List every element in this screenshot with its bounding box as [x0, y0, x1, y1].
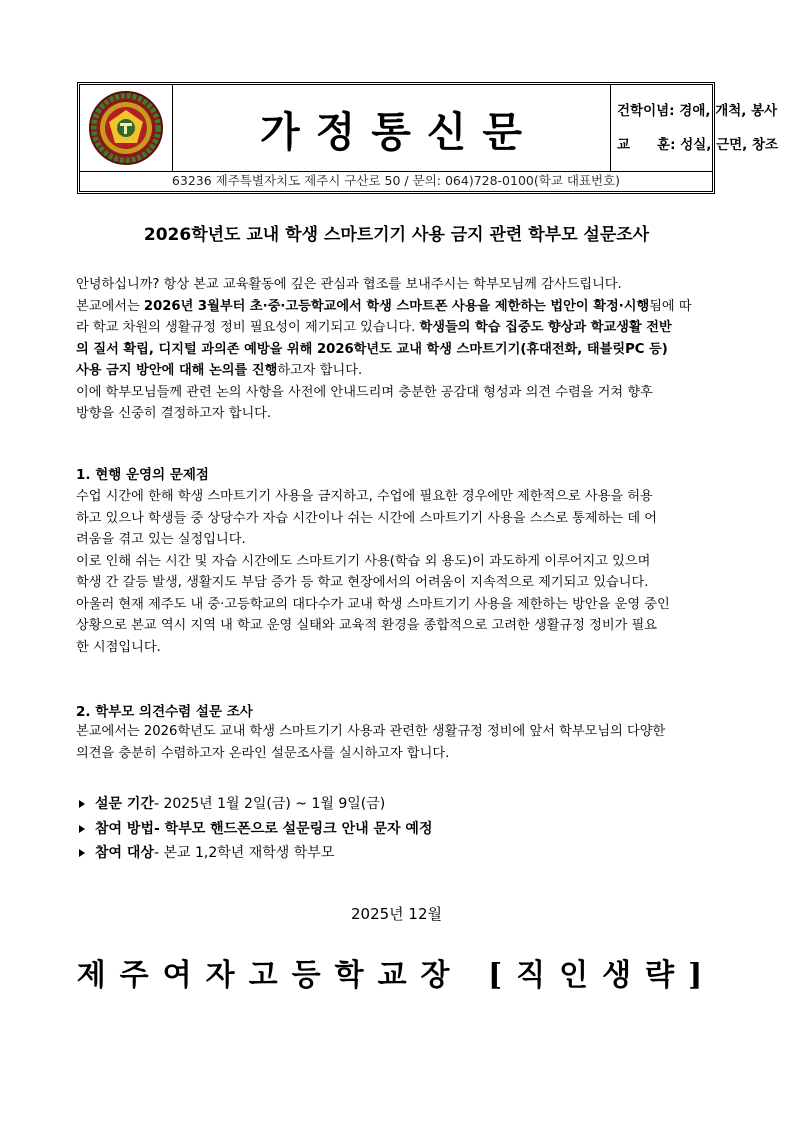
- section2-body: [76, 721, 718, 764]
- section1-line: 려움을 겪고 있는 실정입니다.: [76, 532, 246, 547]
- participation-method-value: - 학부모 핸드폰으로 설문링크 안내 문자 예정: [153, 820, 433, 837]
- section1-line: 이로 인해 쉬는 시간 및 자습 시간에도 스마트기기 사용(학습 외 용도)이 과도하게 이루어지고 있으며: [76, 553, 651, 569]
- newsletter-title: 가정통신문: [259, 107, 539, 156]
- header-top-row: [80, 85, 779, 172]
- participation-target-value: - 본교 1,2학년 재학생 학부모: [153, 845, 335, 861]
- intro-text: 하고자 합니다.: [277, 363, 363, 378]
- list-item: [76, 817, 716, 842]
- school-address: 63236 제주특별자치도 제주시 구산로 50 / 문의: 064)728-0100(학교 대표번호): [171, 173, 621, 188]
- intro-line: 이에 학부모님들께 관련 논의 사항을 사전에 안내드리며 충분한 공감대 형성과 의견 수렴을 거쳐 향후: [76, 384, 653, 400]
- school-emblem-icon: [80, 85, 172, 171]
- section1-line: 상황으로 본교 역시 지역 내 학교 운영 실태와 교육적 환경을 종합적으로 고려한 생활규정 정비가 필요: [76, 618, 657, 633]
- school-motto-value: 성실, 근면, 창조: [680, 137, 779, 153]
- list-item: [76, 841, 716, 866]
- intro-line: [76, 296, 718, 318]
- founding-ideology: [617, 99, 777, 119]
- founding-value: 경애, 개척, 봉사: [679, 103, 778, 119]
- participation-target-label: 참여 대상: [95, 845, 154, 861]
- triangle-bullet-icon: [79, 825, 85, 833]
- intro-bold-text: 2026년 3월부터 초·중·고등학교에서 학생 스마트폰 사용을 제한하는 법안이 확정·시행: [143, 298, 650, 314]
- motto-cell: [610, 85, 779, 171]
- intro-bold-text: 학생들의 학습 집중도 향상과 학교생활 전반: [419, 320, 672, 335]
- triangle-bullet-icon: [79, 849, 85, 857]
- intro-paragraph: [76, 274, 718, 425]
- section1-line: 수업 시간에 한해 학생 스마트기기 사용을 금지하고, 수업에 필요한 경우에만 제한적으로 사용을 허용: [76, 489, 653, 504]
- intro-text: 라 학교 차원의 생활규정 정비 필요성이 제기되고 있습니다.: [76, 320, 420, 335]
- header-box: [77, 82, 779, 194]
- list-item: [76, 792, 716, 817]
- intro-line: 안녕하십니까? 항상 본교 교육활동에 깊은 관심과 협조를 보내주시는 학부모님께 감사드립니다.: [76, 277, 622, 292]
- section1-title: 1. 현행 운영의 문제점: [76, 467, 209, 483]
- founding-label: 건학이념:: [617, 103, 675, 119]
- section2-line: 본교에서는 2026학년도 교내 학생 스마트기기 사용과 관련한 생활규정 정비에 앞서 학부모님의 다양한: [76, 724, 666, 739]
- school-motto-label: 교 훈:: [617, 137, 676, 153]
- school-logo-cell: [80, 85, 173, 171]
- section2-title: 2. 학부모 의견수렴 설문 조사: [76, 704, 253, 720]
- survey-info-list: [76, 792, 716, 866]
- intro-line: 의 질서 확립, 디지털 과의존 예방을 위해 2026학년도 교내 학생 스마트기기(휴대전화, 태블릿PC 등): [76, 341, 668, 357]
- section1-line: 한 시점입니다.: [76, 639, 161, 655]
- section2-line: 의견을 충분히 수렴하고자 온라인 설문조사를 실시하고자 합니다.: [76, 745, 450, 761]
- principal-signature: 제주여자고등학교장 [직인생략]: [76, 958, 717, 993]
- participation-method-label: 참여 방법: [95, 820, 154, 837]
- intro-line: [76, 317, 718, 339]
- title-cell: [172, 85, 611, 171]
- intro-text: 본교에서는: [76, 298, 144, 314]
- survey-period-value: - 2025년 1월 2일(금) ~ 1월 9일(금): [153, 796, 386, 812]
- survey-period-label: 설문 기간: [95, 796, 154, 812]
- document-title: 2026학년도 교내 학생 스마트기기 사용 금지 관련 학부모 설문조사: [143, 225, 650, 245]
- issue-date: 2025년 12월: [350, 905, 442, 923]
- intro-bold-text: 사용 금지 방안에 대해 논의를 진행: [76, 363, 278, 378]
- section1-line: 하고 있으나 학생들 중 상당수가 자습 시간이나 쉬는 시간에 스마트기기 사용을 스스로 통제하는 데 어: [76, 510, 657, 526]
- intro-line: 방향을 신중히 결정하고자 합니다.: [76, 406, 272, 421]
- intro-line: [76, 360, 718, 382]
- triangle-bullet-icon: [79, 800, 85, 808]
- section1-body: [76, 486, 718, 658]
- school-motto: [617, 133, 778, 153]
- intro-text: 됨에 따: [649, 298, 692, 314]
- section1-line: 학생 간 갈등 발생, 생활지도 부담 증가 등 학교 현장에서의 어려움이 지속적으로 제기되고 있습니다.: [76, 575, 649, 590]
- section1-line: 아울러 현재 제주도 내 중·고등학교의 대다수가 교내 학생 스마트기기 사용을 제한하는 방안을 운영 중인: [76, 596, 670, 612]
